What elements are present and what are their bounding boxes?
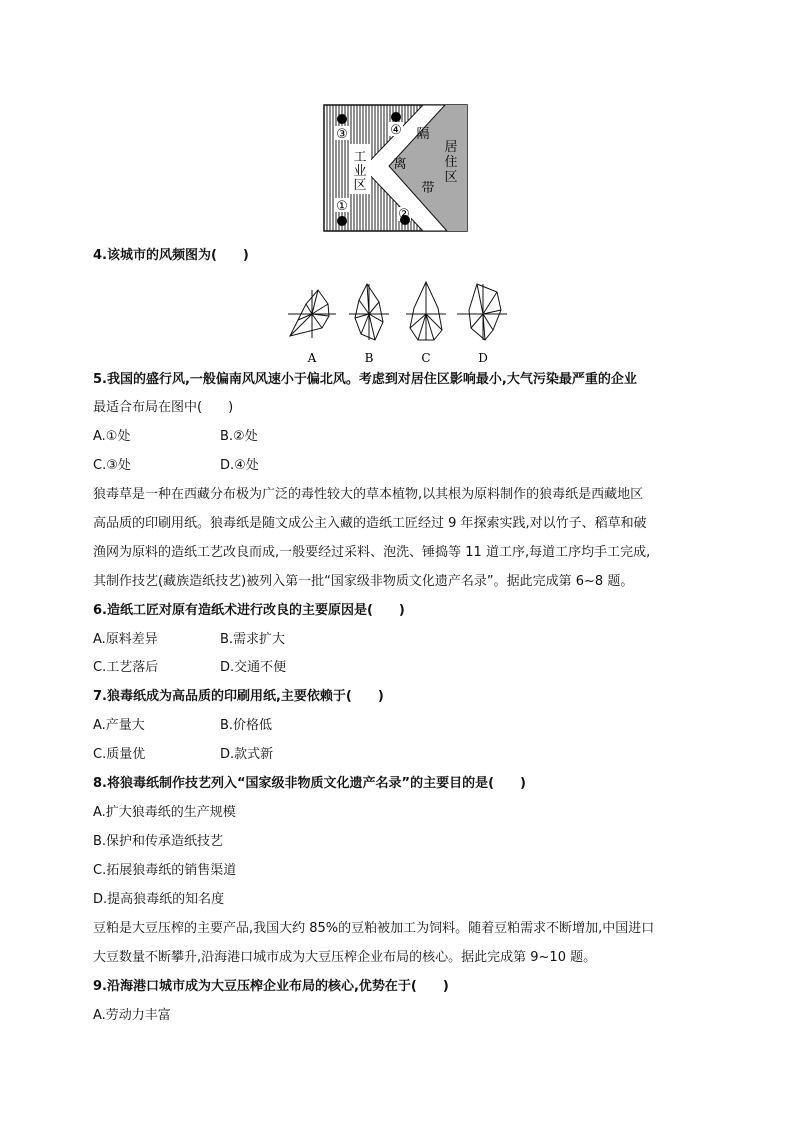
wind-rose-letter-b: B — [364, 351, 374, 365]
residential-label-2: 住 — [444, 155, 458, 170]
wind-rose-letter-c: C — [421, 351, 431, 365]
site-1-dot — [337, 216, 347, 226]
q8-option-b[interactable]: B.保护和传承造纸技艺 — [93, 834, 224, 849]
industry-label-2: 业 — [353, 164, 367, 179]
isolation-label-1: 隔 — [416, 127, 430, 142]
passage1-line3: 渔网为原料的造纸工艺改良而成,一般要经过采料、泡洗、锤捣等 11 道工序,每道工序均手工完成, — [93, 545, 651, 560]
passage1-line2: 高品质的印刷用纸。狼毒纸是随文成公主入藏的造纸工匠经过 9 年探索实践,对以竹子、稻草和破 — [93, 516, 647, 531]
site-1-label: ① — [336, 199, 348, 214]
city-layout-figure — [323, 104, 468, 232]
q7-option-c[interactable]: C.质量优 — [93, 747, 146, 762]
wind-rose-a — [288, 290, 336, 338]
q8-stem: 8.将狼毒纸制作技艺列入“国家级非物质文化遗产名录”的主要目的是( ) — [93, 776, 526, 791]
q6-option-a[interactable]: A.原料差异 — [93, 632, 158, 647]
wind-rose-b — [349, 284, 389, 340]
q8-option-d[interactable]: D.提高狼毒纸的知名度 — [93, 892, 225, 907]
q7-stem: 7.狼毒纸成为高品质的印刷用纸,主要依赖于( ) — [93, 689, 384, 704]
site-3-dot — [337, 114, 347, 124]
q8-option-c[interactable]: C.拓展狼毒纸的销售渠道 — [93, 863, 237, 878]
q6-stem: 6.造纸工匠对原有造纸术进行改良的主要原因是( ) — [93, 603, 405, 618]
site-4-label: ④ — [390, 123, 402, 138]
passage1-line4: 其制作技艺(藏族造纸技艺)被列入第一批“国家级非物质文化遗产名录”。据此完成第 6~8 题。 — [93, 574, 634, 589]
q6-option-b[interactable]: B.需求扩大 — [220, 632, 286, 647]
site-4-dot — [391, 112, 401, 122]
q4-stem: 4.该城市的风频图为( ) — [93, 248, 249, 263]
site-3-label: ③ — [336, 127, 348, 142]
passage1-line1: 狼毒草是一种在西藏分布极为广泛的毒性较大的草本植物,以其根为原料制作的狼毒纸是西藏地区 — [93, 487, 644, 502]
industry-label-3: 区 — [353, 178, 367, 193]
q9-option-a[interactable]: A.劳动力丰富 — [93, 1008, 171, 1023]
q7-option-d[interactable]: D.款式新 — [220, 747, 274, 762]
industry-label-1: 工 — [353, 150, 367, 165]
isolation-label-2: 离 — [393, 157, 407, 172]
isolation-label-3: 带 — [421, 181, 435, 196]
q7-option-b[interactable]: B.价格低 — [220, 718, 273, 733]
q5-option-b[interactable]: B.②处 — [220, 429, 258, 444]
q5-stem-line1: 5.我国的盛行风,一般偏南风风速小于偏北风。考虑到对居住区影响最小,大气污染最严重的企业 — [93, 372, 637, 387]
wind-rose-letter-d: D — [478, 351, 488, 365]
q5-option-a[interactable]: A.①处 — [93, 429, 131, 444]
q7-option-a[interactable]: A.产量大 — [93, 718, 145, 733]
q9-stem: 9.沿海港口城市成为大豆压榨企业布局的核心,优势在于( ) — [93, 979, 449, 994]
passage2-line2: 大豆数量不断攀升,沿海港口城市成为大豆压榨企业布局的核心。据此完成第 9~10 题。 — [93, 950, 597, 965]
q6-option-c[interactable]: C.工艺落后 — [93, 660, 159, 675]
q5-stem-line2: 最适合布局在图中( ) — [93, 400, 234, 415]
wind-rose-c — [406, 282, 446, 340]
wind-rose-letter-a: A — [307, 351, 317, 365]
q8-option-a[interactable]: A.扩大狼毒纸的生产规模 — [93, 805, 236, 820]
residential-label-1: 居 — [444, 140, 458, 155]
residential-label-3: 区 — [444, 170, 458, 185]
site-2-label: ② — [398, 207, 410, 222]
wind-rose-choices-figure — [282, 270, 512, 366]
q5-option-c[interactable]: C.③处 — [93, 458, 131, 473]
q5-option-d[interactable]: D.④处 — [220, 458, 259, 473]
wind-rose-d — [457, 284, 507, 340]
passage2-line1: 豆粕是大豆压榨的主要产品,我国大约 85%的豆粕被加工为饲料。随着豆粕需求不断增加,中国进口 — [93, 921, 655, 936]
q6-option-d[interactable]: D.交通不便 — [220, 660, 287, 675]
